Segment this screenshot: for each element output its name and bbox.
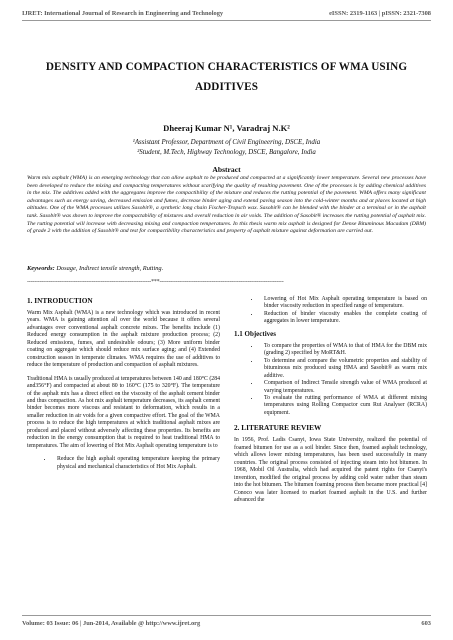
keywords-text: Dosage, Indirect tensile strength, Rutting. xyxy=(56,265,164,272)
affiliation-2: ²Student, M.Tech, Highway Technology, DSCE, Bangalore, India xyxy=(137,149,316,156)
intro-bullet-list xyxy=(27,456,220,471)
list-item: • To determine and compare the volumetric properties and stability of bituminous mix produced using HMA and Sasobit® as warm mix additive. xyxy=(260,358,427,380)
keywords xyxy=(27,265,426,272)
issn: eISSN: 2319-1163 | pISSN: 2321-7308 xyxy=(329,10,431,17)
list-item: • Comparison of Indirect Tensile strength value of WMA produced at varying temperatures. xyxy=(260,380,427,395)
footer-rule xyxy=(22,615,431,616)
intro-paragraph-2: Traditional HMA is usually produced at temperatures between 140 and 180°C (284 and356°F) and compacted at about 80 to 160°C (175 to 320°F). The temperature of the asphalt mix has a direct effect on the viscosity of the asphalt cement binder and thus compaction. As hot mix asphalt temperature decreases, its asphalt cement binder becomes more viscous and resistant to deformation, which results in a smaller reduction in air voids for a given compactive effort. The goal of the WMA process is to reduce the high temperatures at which traditional asphalt mixes are produced and placed without adversely affecting these properties. Its benefits are reduction in the energy consumption that is required to heat traditional HMA to temperatures. The aim of lowering of Hot Mix Asphalt operating temperature is to xyxy=(27,375,220,449)
paper-title: DENSITY AND COMPACTION CHARACTERISTICS OF WMA USING ADDITIVES xyxy=(45,61,408,93)
introduction-heading: 1. INTRODUCTION xyxy=(27,296,93,305)
section-separator: ---------------------------------------------------------------------***--------------------------------------------------------------------- xyxy=(27,279,284,285)
affiliations xyxy=(22,138,431,158)
volume-info: Volume: 03 Issue: 06 | Jun-2014, Available @ http://www.ijret.org xyxy=(22,620,201,627)
left-column xyxy=(27,296,220,473)
authors: Dheeraj Kumar N¹, Varadraj N.K² xyxy=(163,123,290,133)
list-item: • To compare the properties of WMA to that of HMA for the DBM mix (grading 2) specified by MoRT&H. xyxy=(260,343,427,358)
list-item: • Reduce the high asphalt operating temperature keeping the primary physical and mechanical characteristics of Hot Mix Asphalt. xyxy=(53,456,220,471)
right-column xyxy=(234,296,427,510)
affiliation-1: ¹Assistant Professor, Department of Civil Engineering, DSCE, India xyxy=(132,139,321,146)
journal-name: IJRET: International Journal of Research in Engineering and Technology xyxy=(22,10,224,17)
objectives-heading: 1.1 Objectives xyxy=(234,329,276,338)
intro-bullet-list-continued xyxy=(234,296,427,326)
running-footer xyxy=(22,620,431,627)
list-item: • To evaluate the rutting performance of WMA at different mixing temperatures using Rolling Compactor cum Rut Analyser (RCRA) equipment. xyxy=(260,395,427,417)
literature-review-heading: 2. LITERATURE REVIEW xyxy=(234,423,322,433)
keywords-label: Keywords: xyxy=(27,265,55,272)
list-item: • Reduction of binder viscosity enables the complete coating of aggregates in lower temperature. xyxy=(260,311,427,326)
abstract-heading: Abstract xyxy=(212,165,241,174)
header-rule xyxy=(22,20,431,21)
list-item: • Lowering of Hot Mix Asphalt operating temperature is based on binder viscosity reduction in specified range of temperature. xyxy=(260,296,427,311)
intro-paragraph-1: Warm Mix Asphalt (WMA) is a new technology which was introduced in recent years. WMA is gaining attention all over the world because it offers several advantages over conventional asphalt concrete mixes. The benefits include (1) Reduced energy consumption in the asphalt mixture production process; (2) Reduced emissions, fumes, and undesirable odours; (3) More uniform binder coating on aggregate which should reduce mix surface aging; and (4) Extended construction season in temperate climates. WMA requires the use of additives to reduce the temperature of production and compaction of asphalt mixtures. xyxy=(27,310,220,369)
running-header xyxy=(22,10,431,17)
literature-review-paragraph: In 1956, Prof. Ladis Csanyi, Iowa State University, realized the potential of foamed bitumen for use as a soil binder. Since then, foamed asphalt technology, which allows lower mixing temperatures, has been used successfully in many countries. The original process consisted of injecting steam into hot bitumen. In 1968, Mobil Oil Australia, which had acquired the patent rights for Csanyi's invention, modified the original process by adding cold water rather than steam into the hot bitumen. The bitumen foaming process then became more practical [4] Conoco was later licensed to market foamed asphalt in the U.S. and further advanced the xyxy=(234,437,427,503)
objectives-list xyxy=(234,343,427,418)
page-number: 603 xyxy=(421,620,431,627)
abstract-text: Warm mix asphalt (WMA) is an emerging technology that can allow asphalt to be produced and compacted at a significantly lower temperature. Several new processes have been developed to reduce the mixing and compacting temperatures without scarifying the quality of resulting pavement. One of the processes is by adding chemical additives in the mix. The additives added with the aggregates improve the compactibility of the mixture and reduces the rutting potential of the pavement. WMA offers many significant advantages such as energy saving, decreased emission and fumes, decrease binder aging and extend paving season into the cold-winter months and at places located at high altitudes. One of the WMA processes utilizes Sasobit®, a synthetic long chain Fischer-Tropsch wax. Sasobit® can be blended with the binder at a terminal or in the asphalt tank. Sasobit® was shown to improve the compactability of mixtures and overall reduction in air voids. The addition of Sasobit® increases the rutting potential of asphalt mix. The rutting potential will increase with decreasing mixing and compaction temperatures. In this thesis warm mix asphalt is designed for Dense Bituminous Macadam (DBM) of grade 2 with the addition of Sasobit® and test for compactibility characteristics and property of asphalt mixture against deformation are carried out. xyxy=(27,175,426,235)
